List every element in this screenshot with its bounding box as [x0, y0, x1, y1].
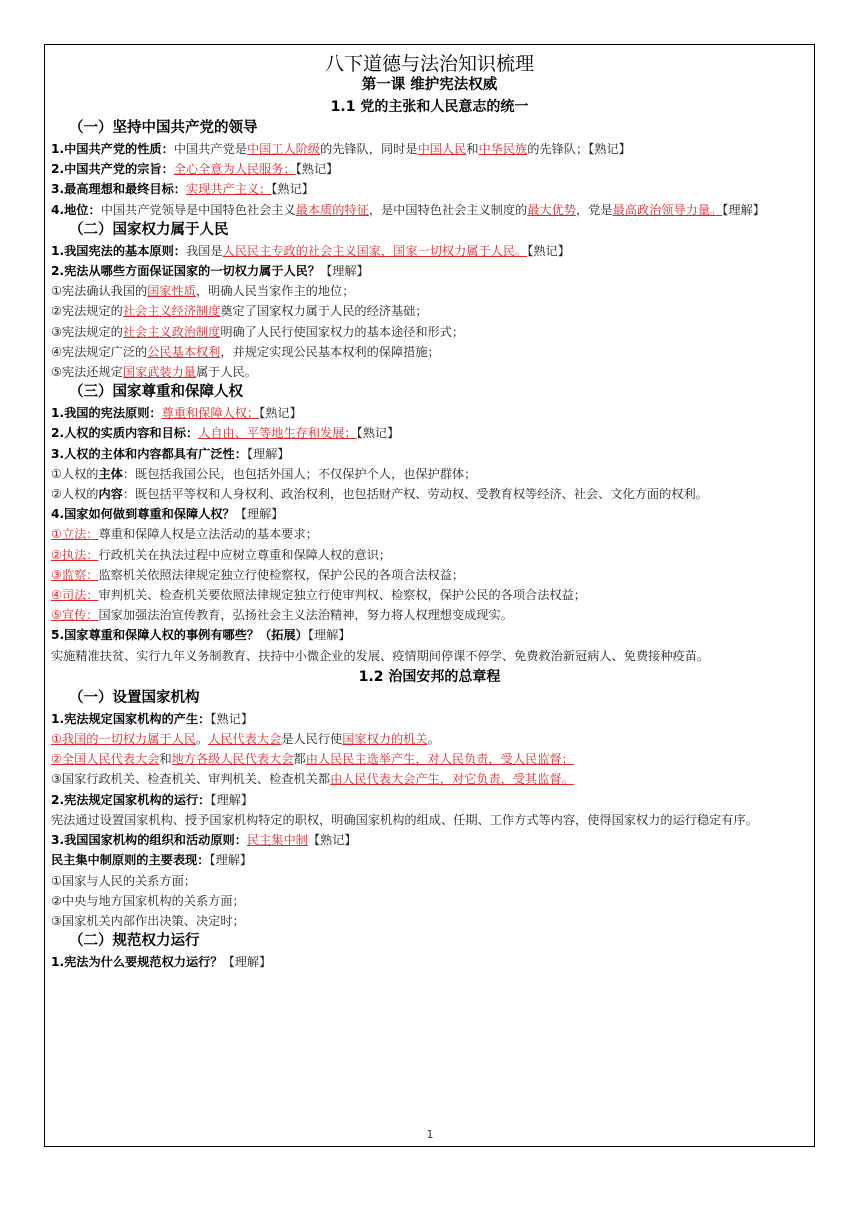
section-title: 1.2 治国安邦的总章程 — [358, 668, 501, 685]
text-line: 宪法通过设置国家机构、授予国家机构特定的职权，明确国家机构的组成、任期、工作方式等内容，使得国家权力的运行稳定有序。 — [51, 812, 758, 827]
text-line: 1.中国共产党的性质：中国共产党是中国工人阶级的先锋队，同时是中国人民和中华民族的先锋队；【熟记】 — [51, 142, 631, 156]
text-line: 3.我国国家机构的组织和活动原则：民主集中制【熟记】 — [51, 833, 357, 848]
text-line: 2.中国共产党的宗旨：全心全意为人民服务；【熟记】 — [51, 162, 339, 177]
text-line: ⑤宣传：国家加强法治宣传教育，弘扬社会主义法治精神，努力将人权理想变成现实。 — [51, 608, 513, 623]
text-line: ①我国的一切权力属于人民。人民代表大会是人民行使国家权力的机关。 — [51, 732, 440, 747]
text-line: ②执法：行政机关在执法过程中应树立尊重和保障人权的意识； — [51, 547, 391, 562]
subsection-heading: （一）设置国家机构 — [69, 689, 200, 706]
subsection-heading: （一）坚持中国共产党的领导 — [69, 120, 258, 136]
text-line: 2.宪法规定国家机构的运行：【理解】 — [51, 792, 254, 807]
text-line: 4.地位：中国共产党领导是中国特色社会主义最本质的特征，是中国特色社会主义制度的最大优势，党是最高政治领导力量。【理解】 — [51, 202, 765, 217]
text-line: ②宪法规定的社会主义经济制度奠定了国家权力属于人民的经济基础； — [51, 304, 428, 319]
text-line: 2.人权的实质内容和目标：人自由、平等地生存和发展；【熟记】 — [51, 426, 400, 441]
section-title: 1.1 党的主张和人民意志的统一 — [330, 99, 529, 115]
text-line: ②全国人民代表大会和地方各级人民代表大会都由人民民主选举产生，对人民负责，受人民监督； — [51, 752, 574, 767]
text-line: ③国家行政机关、检查机关、审判机关、检查机关都由人民代表大会产生，对它负责，受其监督。 — [51, 772, 574, 787]
text-line: ③宪法规定的社会主义政治制度明确了人民行使国家权力的基本途径和形式； — [51, 324, 465, 339]
subsection-heading: （二）国家权力属于人民 — [69, 221, 229, 238]
document-page — [44, 44, 815, 1147]
text-line: ①立法：尊重和保障人权是立法活动的基本要求； — [51, 527, 318, 542]
text-line: 1.宪法规定国家机构的产生：【熟记】 — [51, 711, 254, 726]
page-number: 1 — [426, 1128, 434, 1141]
text-line: 1.我国宪法的基本原则：我国是人民民主专政的社会主义国家，国家一切权力属于人民。【熟记】 — [51, 243, 570, 258]
text-line: ③国家机关内部作出决策、决定时； — [51, 913, 245, 928]
text-line: 1.宪法为什么要规范权力运行？【理解】 — [51, 955, 272, 970]
subsection-heading: （三）国家尊重和保障人权 — [69, 384, 243, 401]
document-title: 八下道德与法治知识梳理 — [324, 53, 534, 75]
text-line: ②中央与地方国家机构的关系方面； — [51, 893, 245, 908]
text-line: ④宪法规定广泛的公民基本权利，并规定实现公民基本权利的保障措施； — [51, 344, 440, 359]
text-line: 2.宪法从哪些方面保证国家的一切权力属于人民？【理解】 — [51, 264, 369, 279]
text-line: 实施精准扶贫、实行九年义务制教育、扶持中小微企业的发展、疫情期间停课不停学、免费救治新冠病人、免费接种疫苗。 — [51, 648, 710, 663]
text-line: ①人权的主体：既包括我国公民，也包括外国人；不仅保护个人，也保护群体； — [51, 466, 477, 481]
text-line: 3.最高理想和最终目标：实现共产主义；【熟记】 — [51, 182, 314, 197]
text-line: ①宪法确认我国的国家性质，明确人民当家作主的地位； — [51, 284, 355, 299]
text-line: ④司法：审判机关、检查机关要依照法律规定独立行使审判权、检察权，保护公民的各项合法权益； — [51, 588, 586, 603]
text-line: ①国家与人民的关系方面； — [51, 873, 196, 888]
text-line: 1.我国的宪法原则：尊重和保障人权；【熟记】 — [51, 406, 302, 421]
lesson-title: 第一课 维护宪法权威 — [361, 77, 498, 93]
text-line: 3.人权的主体和内容都具有广泛性：【理解】 — [51, 446, 290, 461]
subsection-heading: （二）规范权力运行 — [69, 933, 200, 950]
text-line: 4.国家如何做到尊重和保障人权？【理解】 — [51, 507, 284, 522]
text-line: 5.国家尊重和保障人权的事例有哪些？（拓展）【理解】 — [51, 628, 351, 643]
text-line: ②人权的内容：既包括平等权和人身权利、政治权利，也包括财产权、劳动权、受教育权等经济、社会、文化方面的权利。 — [51, 487, 708, 502]
text-line: ③监察：监察机关依照法律规定独立行使检察权，保护公民的各项合法权益； — [51, 567, 465, 582]
text-line: ⑤宪法还规定国家武装力量属于人民。 — [51, 365, 257, 380]
text-line: 民主集中制原则的主要表现：【理解】 — [51, 853, 253, 868]
